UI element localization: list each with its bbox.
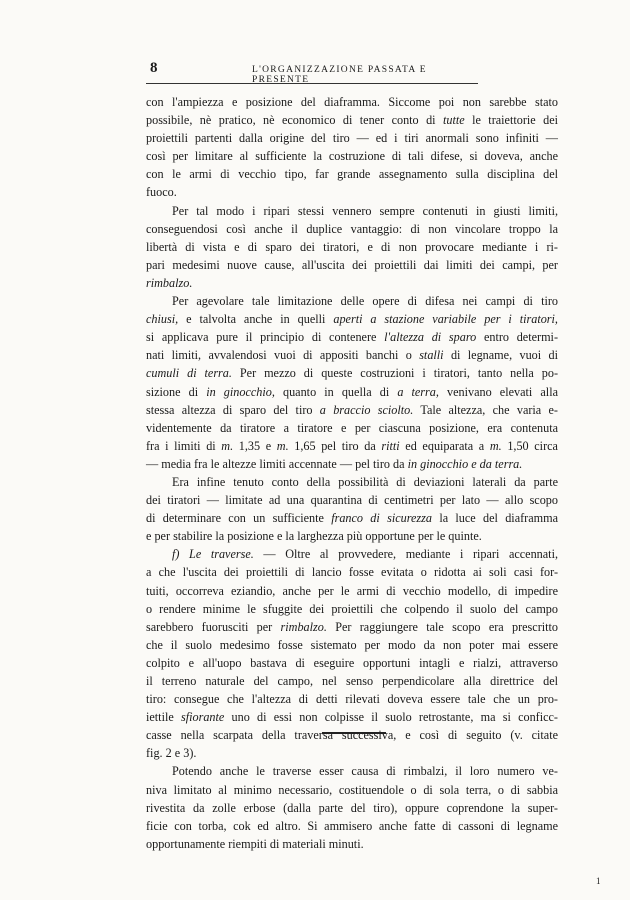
text-line: [146, 455, 558, 473]
text-run: Per raggiungere tale scopo era prescritto: [326, 619, 559, 634]
text-run: — media fra le altezze limiti accennate — pel tiro da: [146, 456, 408, 471]
page-header: [150, 60, 472, 85]
text-run: videntemente da tiratore a tiratore e per ciascuna posizione, era contenuta: [146, 420, 558, 435]
text-run: opportunamente riempiti di materiali minuti.: [146, 836, 364, 851]
section-end-rule: [322, 732, 386, 734]
text-line: [146, 93, 558, 111]
text-run: fuoco.: [146, 185, 177, 200]
italic-run: sfiorante: [180, 710, 225, 725]
italic-run: rimbalzo.: [146, 275, 193, 290]
text-run: venivano elevati alla: [438, 384, 558, 399]
text-line: [146, 401, 558, 419]
text-run: nati limiti, avvalendosi vuoi di appositi banchi o: [146, 348, 420, 363]
text-run: quanto in quella di: [274, 384, 398, 399]
text-line: [146, 491, 558, 509]
text-line: [146, 364, 558, 382]
corner-mark: 1: [596, 876, 601, 886]
italic-run: m.: [221, 438, 234, 453]
text-run: Per tal modo i ripari stessi vennero sempre contenuti in giusti limiti,: [172, 203, 558, 218]
text-line: [146, 618, 558, 636]
text-run: o rendere minime le sfuggite dei proiettili che colpendo il suolo del campo: [146, 601, 558, 616]
text-line: [146, 672, 558, 690]
page-number: 8: [150, 60, 158, 76]
text-line: [146, 781, 558, 799]
text-line: [146, 473, 558, 491]
italic-run: a terra,: [397, 384, 439, 399]
italic-run: ritti: [381, 438, 400, 453]
text-line: [146, 835, 558, 853]
text-line: [146, 654, 558, 672]
text-run: possibile, nè pratico, nè economico di tener conto di: [146, 113, 443, 128]
text-run: colpito e all'uopo bastava di eseguire opportuni intagli e rialzi, attraverso: [146, 655, 558, 670]
text-line: [146, 111, 558, 129]
text-line: [146, 744, 558, 762]
text-run: entro determi-: [476, 330, 558, 345]
text-line: [146, 220, 558, 238]
text-run: che il suolo medesimo fosse sistemato per modo da non poter mai essere: [146, 637, 558, 652]
text-line: [146, 437, 558, 455]
text-run: Tale altezza, che varia e-: [413, 402, 558, 417]
text-line: [146, 509, 558, 527]
italic-run: l'altezza di sparo: [384, 330, 477, 345]
header-rule: [146, 83, 478, 84]
text-run: libertà di vista e di sparo dei tiratori, e di non provocare mediante i ri-: [146, 239, 558, 254]
text-run: stessa altezza di sparo del tiro: [146, 402, 320, 417]
italic-run: chiusi,: [146, 312, 179, 327]
text-line: [146, 292, 558, 310]
italic-run: a braccio sciolto.: [319, 402, 414, 417]
body-text: [146, 93, 558, 853]
text-run: Per mezzo di queste costruzioni i tiratori, tanto nella po-: [231, 366, 559, 381]
text-run: Era infine tenuto conto della possibilità di deviazioni laterali da parte: [172, 474, 558, 489]
text-line: [146, 183, 558, 201]
text-line: [146, 328, 558, 346]
text-line: [146, 690, 558, 708]
italic-run: f) Le traverse.: [172, 547, 254, 562]
italic-run: aperti a stazione variabile per i tiratori,: [333, 312, 558, 327]
text-run: si applicava pure il principio di contenere: [146, 330, 385, 345]
text-run: così per limitare al sufficiente la costruzione di tali difese, si doveva, anche: [146, 149, 558, 164]
text-line: [146, 129, 558, 147]
text-line: [146, 238, 558, 256]
text-run: rivestita da zolle erbose (dalla parte del tiro), oppure coprendone la super-: [146, 800, 558, 815]
text-line: [146, 147, 558, 165]
text-run: fra i limiti di: [146, 438, 222, 453]
italic-run: franco di sicurezza: [331, 511, 433, 526]
text-line: [146, 310, 558, 328]
text-run: Per agevolare tale limitazione delle opere di difesa nei campi di tiro: [172, 294, 558, 309]
text-run: a che l'uscita dei proiettili di lancio fosse evitata o ridotta ai soli casi for-: [146, 565, 558, 580]
running-title: L'ORGANIZZAZIONE PASSATA E PRESENTE: [252, 65, 427, 85]
text-line: [146, 527, 558, 545]
text-line: [146, 545, 558, 563]
text-run: conseguendosi così anche il duplice vantaggio: di non vincolare troppo la: [146, 221, 558, 236]
text-run: il terreno naturale del campo, nel senso perpendicolare alla direttrice del: [146, 674, 558, 688]
text-line: [146, 817, 558, 835]
text-line: [146, 563, 558, 581]
italic-run: rimbalzo.: [280, 619, 327, 634]
text-run: di determinare con un sufficiente: [146, 511, 332, 526]
text-run: ficie con torba, cok ed altro. Si ammisero anche fatte di cassoni di legname: [146, 818, 558, 833]
text-run: casse nella scarpata della traversa successiva, e così di seguito (v. citate: [146, 728, 558, 743]
text-run: — Oltre al provvedere, mediante i ripari accennati,: [253, 547, 559, 562]
text-line: [146, 383, 558, 401]
text-run: sarebbero fuorusciti per: [146, 619, 281, 634]
text-line: [146, 202, 558, 220]
text-line: [146, 636, 558, 654]
text-run: dei tiratori — limitate ad una quarantina di centimetri per lato — allo scopo: [146, 493, 558, 508]
text-line: [146, 762, 558, 780]
text-run: le traiettorie dei: [464, 113, 558, 128]
text-run: niva limitato al minimo necessario, costituendole o di sola terra, o di sabbia: [146, 782, 558, 797]
text-run: la luce del diaframma: [432, 511, 558, 526]
italic-run: cumuli di terra.: [146, 366, 232, 381]
text-run: ed equiparata a: [399, 438, 490, 453]
italic-run: tutte: [442, 113, 465, 128]
text-line: [146, 274, 558, 292]
text-run: 1,50 circa: [501, 438, 558, 453]
text-line: [146, 726, 558, 744]
text-run: e per stabilire la posizione e la larghezza più opportune per le quinte.: [146, 529, 482, 544]
text-run: tuiti, occorreva eziandio, anche per le armi di vecchio modello, di impedire: [146, 583, 558, 598]
text-run: Potendo anche le traverse esser causa di rimbalzi, il loro numero ve-: [172, 764, 558, 779]
text-run: fig. 2 e 3).: [146, 746, 197, 761]
text-line: [146, 799, 558, 817]
text-run: di legname, vuoi di: [443, 348, 558, 363]
text-run: uno di essi non colpisse il suolo retrostante, ma si conficc-: [224, 710, 558, 725]
text-line: [146, 346, 558, 364]
italic-run: stalli: [419, 348, 444, 363]
text-run: e talvolta anche in quelli: [178, 312, 334, 327]
text-line: [146, 419, 558, 437]
text-run: proiettili partenti dalla origine del tiro — ed i tiri anormali sono infiniti —: [146, 131, 558, 146]
text-run: 1,65 pel tiro da: [288, 438, 382, 453]
text-line: [146, 582, 558, 600]
text-line: [146, 256, 558, 274]
italic-run: m.: [276, 438, 289, 453]
italic-run: in ginocchio,: [206, 384, 275, 399]
italic-run: m.: [489, 438, 502, 453]
text-run: iettile: [146, 710, 181, 725]
text-run: tiro: consegue che l'altezza di detti rilevati doveva essere tale che un pro-: [146, 692, 558, 707]
text-line: [146, 708, 558, 726]
text-run: sizione di: [146, 384, 207, 399]
italic-run: in ginocchio e da terra.: [407, 456, 523, 471]
text-run: 1,35 e: [233, 438, 277, 453]
text-run: con l'ampiezza e posizione del diaframma. Siccome poi non sarebbe stato: [146, 95, 558, 109]
text-line: [146, 165, 558, 183]
text-run: con le armi di vecchio tipo, far grande assegnamento sulla disciplina del: [146, 167, 558, 182]
text-run: pari medesimi nuove cause, all'uscita dei proiettili dai limiti dei campi, per: [146, 257, 558, 272]
text-line: [146, 600, 558, 618]
